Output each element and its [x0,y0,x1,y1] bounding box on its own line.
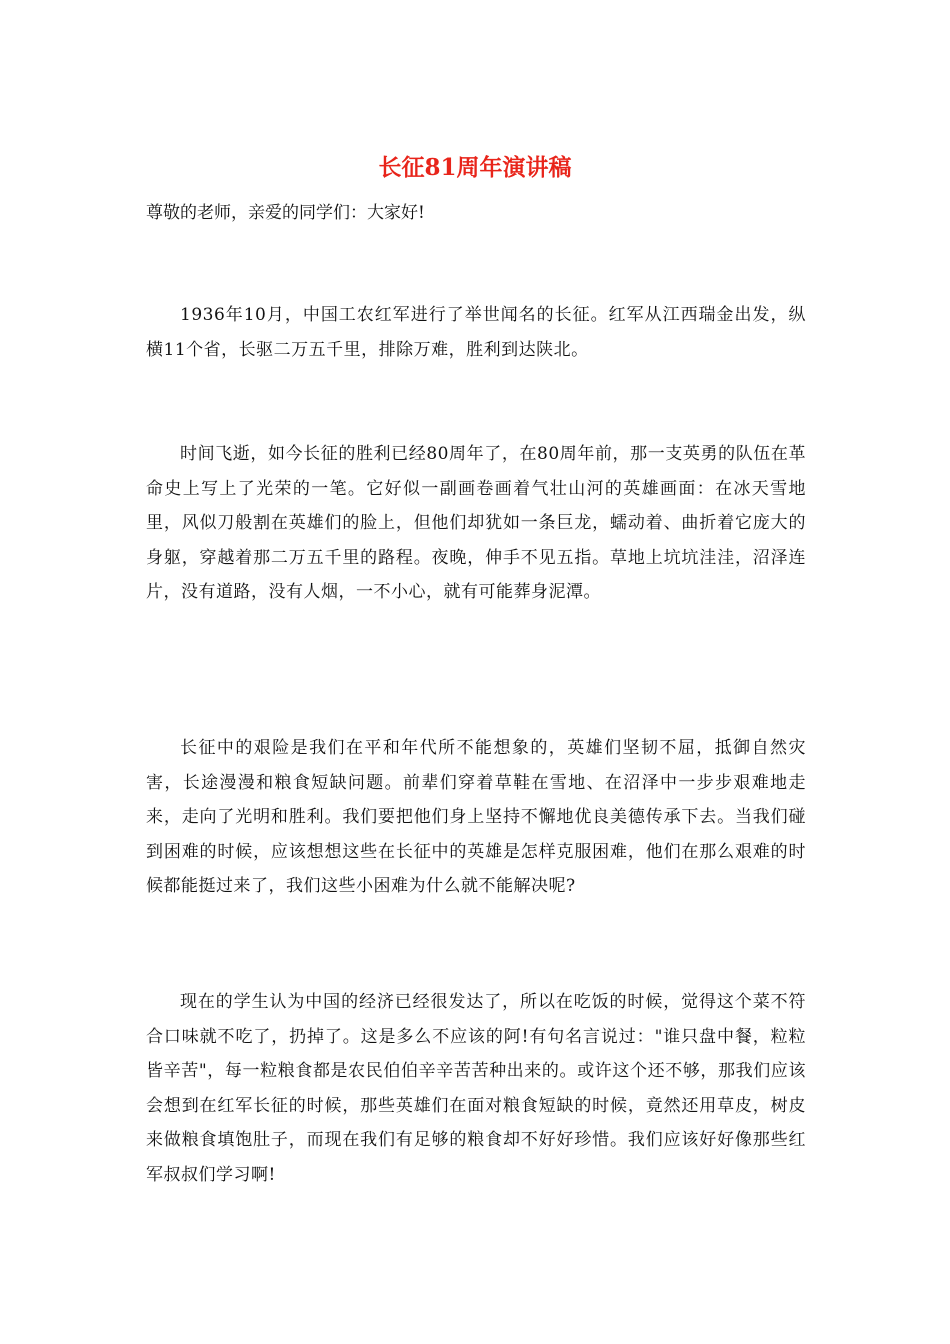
salutation: 尊敬的老师，亲爱的同学们：大家好! [146,203,425,223]
paragraph-2: 时间飞逝，如今长征的胜利已经80周年了，在80周年前，那一支英勇的队伍在革命史上写上了光荣的一笔。它好似一副画卷画着气壮山河的英雄画面：在冰天雪地里，风似刀般割在英雄们的脸上，但他们却犹如一条巨龙，蠕动着、曲折着它庞大的身躯，穿越着那二万五千里的路程。夜晚，伸手不见五指。草地上坑坑洼洼，沼泽连片，没有道路，没有人烟，一不小心，就有可能葬身泥潭。 [146,444,806,602]
document-title: 长征81周年演讲稿 [378,154,572,181]
paragraph-3: 长征中的艰险是我们在平和年代所不能想象的，英雄们坚韧不屈，抵御自然灾害，长途漫漫和粮食短缺问题。前辈们穿着草鞋在雪地、在沼泽中一步步艰难地走来，走向了光明和胜利。我们要把他们身上坚持不懈地优良美德传承下去。当我们碰到困难的时候，应该想想这些在长征中的英雄是怎样克服困难，他们在那么艰难的时候都能挺过来了，我们这些小困难为什么就不能解决呢? [146,738,806,896]
paragraph-4: 现在的学生认为中国的经济已经很发达了，所以在吃饭的时候，觉得这个菜不符合口味就不吃了，扔掉了。这是多么不应该的阿!有句名言说过："谁只盘中餐，粒粒皆辛苦"，每一粒粮食都是农民伯伯辛辛苦苦种出来的。或许这个还不够，那我们应该会想到在红军长征的时候，那些英雄们在面对粮食短缺的时候，竟然还用草皮，树皮来做粮食填饱肚子，而现在我们有足够的粮食却不好好珍惜。我们应该好好像那些红军叔叔们学习啊! [146,992,806,1185]
paragraph-1: 1936年10月，中国工农红军进行了举世闻名的长征。红军从江西瑞金出发，纵横11个省，长驱二万五千里，排除万难，胜利到达陕北。 [146,305,806,360]
